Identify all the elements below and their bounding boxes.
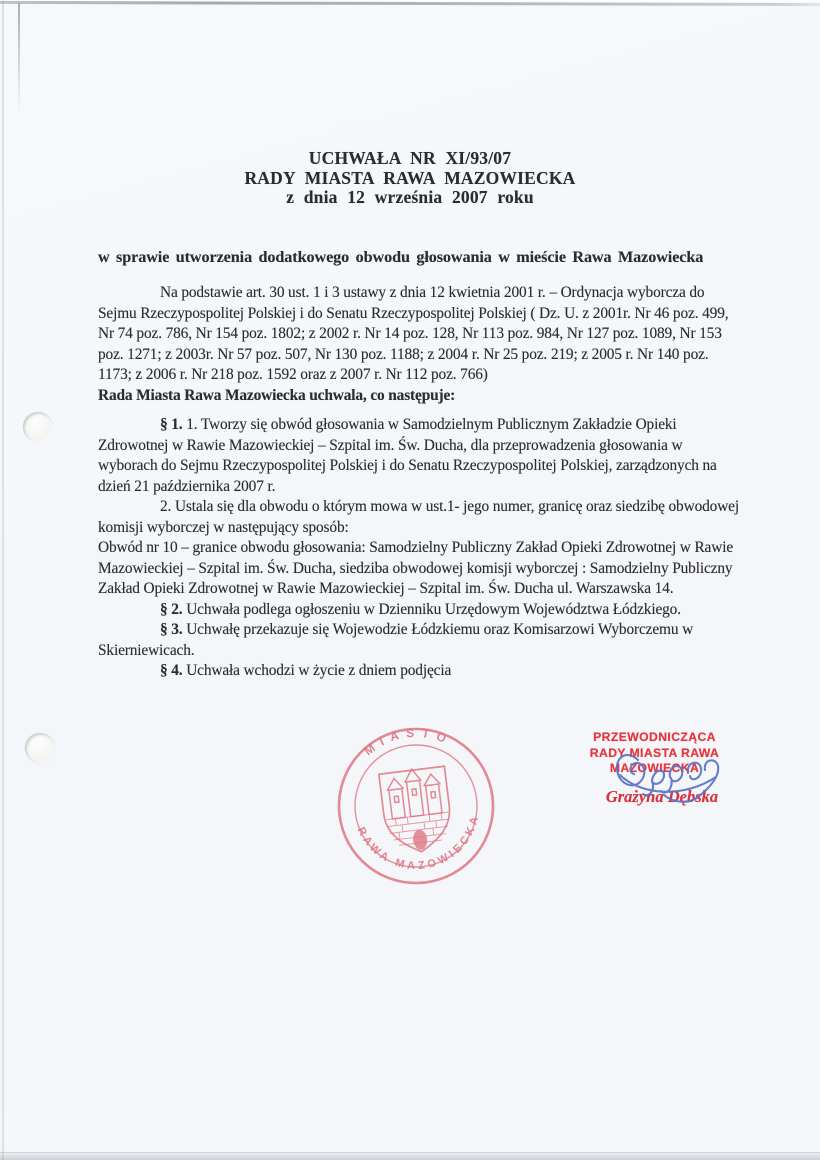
section-1-text: 1. Tworzy się obwód głosowania w Samodzielnym Publicznym Zakładzie Opieki Zdrowotnej w Rawie Mazowieckiej – Szpital im. Św. Ducha, dla przeprowadzenia głosowania w wyborach do Sejmu Rzeczypospolitej Polskiej i do Senatu Rzeczypospolitej Polskiej, zarządzonych na dzień 21 października 2007 r. xyxy=(98,416,717,495)
document-title-line1: UCHWAŁA NR XI/93/07 xyxy=(308,148,512,168)
document-title xyxy=(0,149,820,208)
paragraph-section-4 xyxy=(98,661,740,682)
scan-bottom-edge xyxy=(0,1151,820,1160)
handwritten-signature xyxy=(608,744,724,814)
svg-text:MIASTO xyxy=(360,724,457,759)
document-title-line3: z dnia 12 września 2007 roku xyxy=(286,187,534,207)
enacting-clause: Rada Miasta Rawa Mazowiecka uchwala, co następuje: xyxy=(98,386,456,404)
section-2-text: Uchwała podlega ogłoszeniu w Dzienniku Urzędowym Województwa Łódzkiego. xyxy=(186,600,681,618)
preamble-paragraph: Na podstawie art. 30 ust. 1 i 3 ustawy z dnia 12 kwietnia 2001 r. – Ordynacja wyborcza do Sejmu Rzeczypospolitej Polskiej i do Senatu Rzeczypospolitej Polskiej ( Dz. U. z 2001r. Nr 46 poz. 499, Nr 74 poz. 786, Nr 154 poz. 1802; z 2002 r. Nr 14 poz. 128, Nr 113 poz. 984, Nr 127 poz. 1089, Nr 153 poz. 1271; z 2003r. Nr 57 poz. 507, Nr 130 poz. 1188; z 2004 r. Nr 25 poz. 219; z 2005 r. Nr 140 poz. 1173; z 2006 r. Nr 218 poz. 1592 oraz z 2007 r. Nr 112 poz. 766) xyxy=(98,284,729,383)
document-body xyxy=(98,283,740,682)
paragraph-section-2 xyxy=(98,600,740,621)
signatory-name: Grażyna Dębska xyxy=(605,787,719,806)
scan-left-edge xyxy=(18,3,20,113)
punch-hole-bottom xyxy=(25,733,55,763)
paragraph-section-1 xyxy=(98,415,740,497)
paragraph-district-description: Obwód nr 10 – granice obwodu głosowania: Samodzielny Publiczny Zakład Opieki Zdrowotnej w Rawie Mazowieckiej – Szpital im. Św. Ducha, siedziba obwodowej komisji wyborczej : Samodzielny Publiczny Zakład Opieki Zdrowotnej w Rawie Mazowieckiej – Szpital im. Św. Ducha ul. Warszawska 14. xyxy=(98,539,734,597)
paragraph-subsection-2: 2. Ustala się dla obwodu o którym mowa w ust.1- jego numer, granicę oraz siedzibę obwodowej komisji wyborczej w następujący sposób: xyxy=(98,498,739,536)
stamp-bottom-text: RAWA MAZOWIECKA xyxy=(354,812,482,873)
coat-of-arms-stamp-icon xyxy=(334,724,498,888)
document-title-line2: RADY MIASTA RAWA MAZOWIECKA xyxy=(244,167,576,188)
punch-hole-top xyxy=(23,412,53,442)
section-2-marker: § 2. xyxy=(160,600,183,618)
section-1-marker: § 1. xyxy=(160,416,183,433)
signature-role-line1: PRZEWODNICZĄCA xyxy=(593,730,716,744)
city-seal-stamp xyxy=(334,724,498,888)
section-4-marker: § 4. xyxy=(160,662,183,679)
document-subject: w sprawie utworzenia dodatkowego obwodu głosowania w mieście Rawa Mazowiecka xyxy=(98,248,704,266)
signature-role-line2: RADY MIASTA RAWA MAZOWIECKA xyxy=(589,745,720,775)
section-3-marker: § 3. xyxy=(160,621,183,638)
section-3-text: Uchwałę przekazuje się Wojewodzie Łódzkiemu oraz Komisarzowi Wyborczemu w Skierniewicach. xyxy=(98,621,694,659)
paragraph-section-3 xyxy=(98,620,740,661)
section-4-text: Uchwała wchodzi w życie z dniem podjęcia xyxy=(186,662,452,679)
stamp-top-text: MIASTO xyxy=(361,725,455,759)
